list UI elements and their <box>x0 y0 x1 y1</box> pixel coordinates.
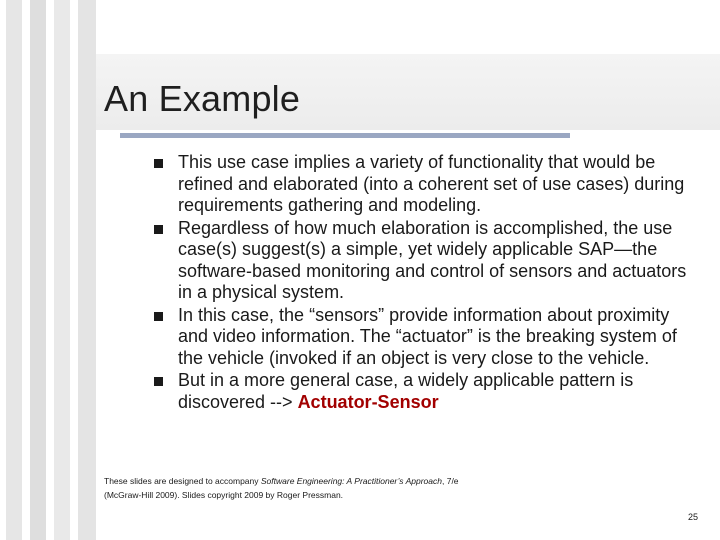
square-bullet-icon <box>154 377 163 386</box>
page-number: 25 <box>687 512 698 522</box>
square-bullet-icon <box>154 159 163 168</box>
decorative-stripes <box>0 0 96 540</box>
bullet-item <box>146 152 698 217</box>
bullet-list <box>146 152 698 414</box>
bullet-item <box>146 305 698 370</box>
footer-credit <box>104 474 624 502</box>
bullet-text: But in a more general case, a widely applicable pattern is discovered --> <box>178 370 634 412</box>
footer-copyright: (McGraw-Hill 2009). Slides copyright 2009 by Roger Pressman. <box>104 490 344 500</box>
bullet-item <box>146 370 698 413</box>
pattern-name-highlight: Actuator-Sensor <box>297 391 439 412</box>
bullet-text: In this case, the “sensors” provide information about proximity and video information. The “actuator” is the breaking system of the vehicle (invoked if an object is very close to the vehicle. <box>178 304 677 368</box>
title-underline <box>120 133 570 138</box>
bullet-item <box>146 218 698 304</box>
square-bullet-icon <box>154 312 163 321</box>
bullet-text: Regardless of how much elaboration is accomplished, the use case(s) suggest(s) a simple, yet widely applicable SAP—the software-based monitoring and control of sensors and actuators in a physical system. <box>178 217 687 302</box>
slide-title: An Example <box>104 78 301 119</box>
footer-prefix: These slides are designed to accompany <box>104 476 261 486</box>
footer-book-title: Software Engineering: A Practitioner’s Approach <box>260 476 442 486</box>
footer-edition: , 7/e <box>442 476 459 486</box>
bullet-text: This use case implies a variety of functionality that would be refined and elaborated (into a coherent set of use cases) during requirements gathering and modeling. <box>178 152 685 215</box>
square-bullet-icon <box>154 225 163 234</box>
